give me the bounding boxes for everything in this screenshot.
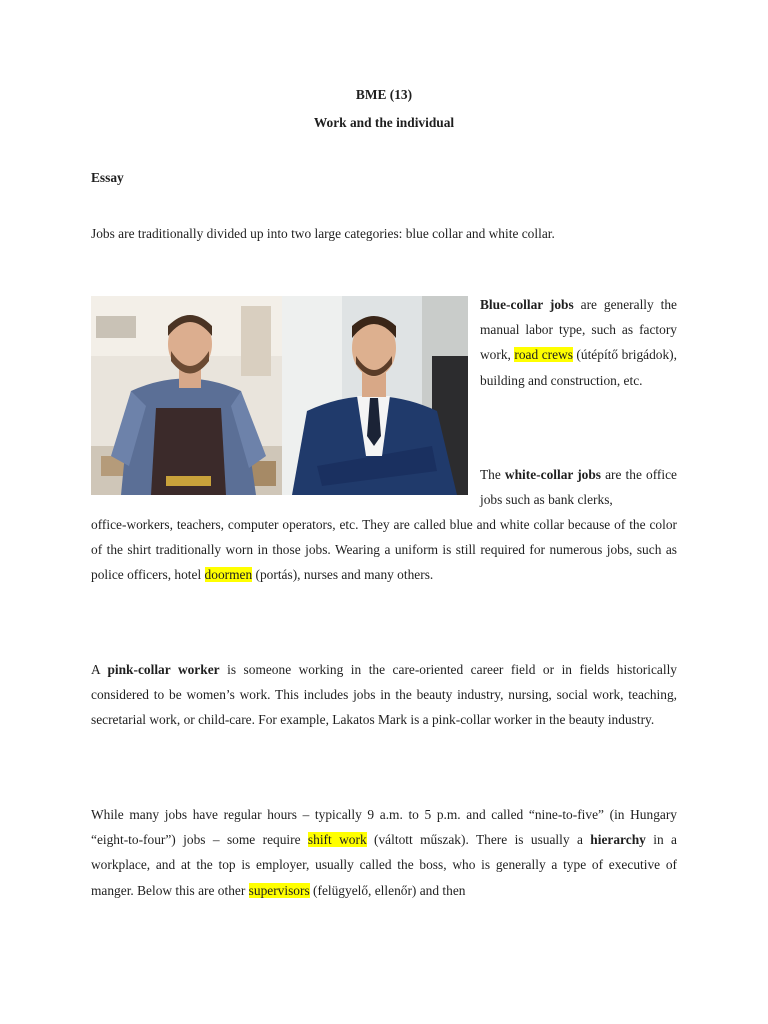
white-collar-worker-photo [282, 296, 468, 495]
doormen-highlight: doormen [204, 567, 253, 583]
blue-collar-worker-photo [91, 296, 282, 495]
white-collar-term: white-collar jobs [504, 467, 602, 482]
white-collar-text-end: (portás), nurses and many others. [252, 567, 434, 583]
pink-collar-paragraph [91, 657, 677, 733]
supervisors-highlight: supervisors [248, 882, 310, 898]
blue-collar-term: Blue-collar jobs [480, 297, 574, 312]
hours-text-2: (váltott műszak). There is usually a [366, 832, 591, 848]
white-collar-first-line: are the office jobs such as bank clerks, [480, 467, 677, 508]
essay-heading: Essay [91, 170, 124, 185]
hours-paragraph [91, 802, 677, 903]
road-crews-highlight: road crews [514, 347, 573, 363]
white-collar-paragraph-start [480, 462, 677, 512]
hours-text-4: (felügyelő, ellenőr) and then [309, 882, 466, 898]
blue-collar-text-end: (útépítő brigádok), building and construction, etc. [480, 347, 677, 388]
shift-work-highlight: shift work [307, 832, 367, 848]
white-collar-lead: The [480, 467, 505, 482]
intro-paragraph: Jobs are traditionally divided up into two large categories: blue collar and white collar. [91, 226, 555, 241]
pink-collar-text: is someone working in the care-oriented career field or in fields historically considered to be women’s work. This includes jobs in the beauty industry, nursing, social work, teaching, secretarial work, or child-care. For example, Lakatos Mark is a pink-collar worker in the beauty industry. [91, 662, 677, 728]
blue-collar-paragraph [480, 292, 677, 393]
document-subtitle: Work and the individual [313, 115, 455, 130]
pink-collar-lead: A [91, 662, 108, 677]
hours-text-3: in a workplace, and at the top is employer, usually called the boss, who is generally a type of executive of manger. Below this are other [91, 832, 677, 898]
pink-collar-term: pink-collar worker [107, 662, 220, 677]
white-collar-paragraph: office-workers, teachers, computer operators, etc. They are called blue and white collar because of the color of the shirt traditionally worn in those jobs. Wearing a uniform is still required for numerous jobs, such as police officers, hotel doormen (portás), nurses and many others. [91, 517, 677, 583]
hours-text-1: While many jobs have regular hours – typically 9 a.m. to 5 p.m. and called “nine-to-five” (in Hungary “eight-to-four”) jobs – some require [91, 807, 677, 848]
document-title: BME (13) [355, 87, 413, 102]
hierarchy-term: hierarchy [590, 832, 646, 848]
blue-collar-text: are generally the manual labor type, such as factory work, [480, 297, 677, 363]
